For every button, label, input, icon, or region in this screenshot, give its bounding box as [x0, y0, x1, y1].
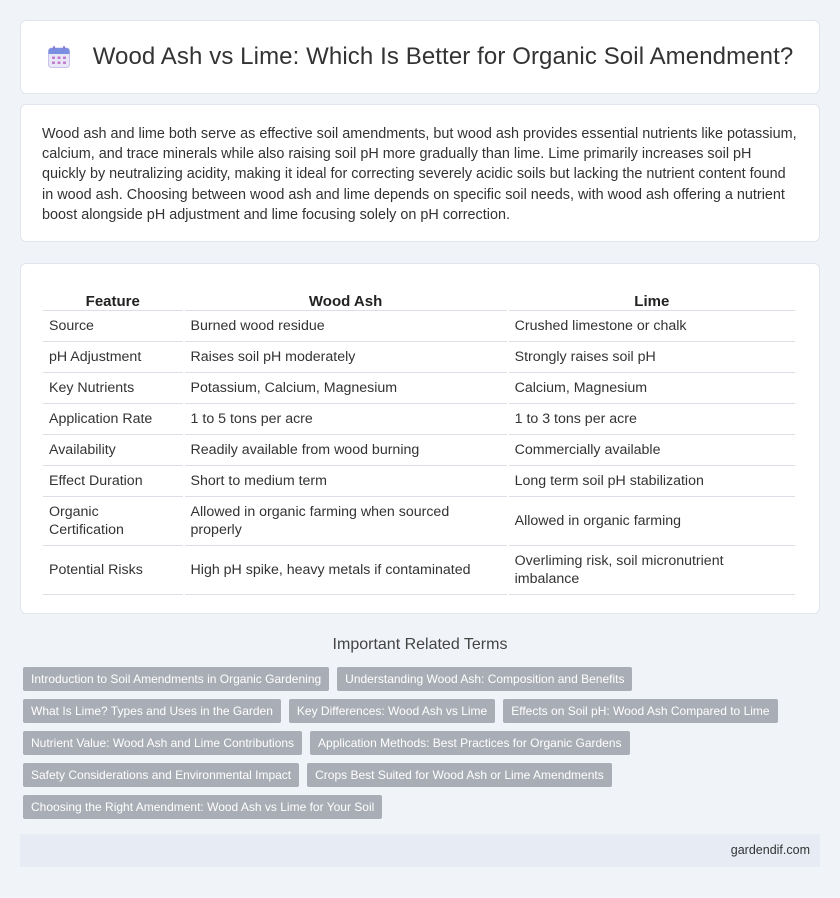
lime-cell: Overliming risk, soil micronutrient imbalance [509, 546, 795, 595]
related-term-tag[interactable]: Understanding Wood Ash: Composition and Benefits [337, 667, 632, 691]
wood-ash-cell: Allowed in organic farming when sourced properly [185, 497, 507, 546]
related-term-tag[interactable]: Nutrient Value: Wood Ash and Lime Contributions [23, 731, 302, 755]
wood-ash-cell: Potassium, Calcium, Magnesium [185, 373, 507, 404]
wood-ash-cell: Burned wood residue [185, 311, 507, 342]
table-header-row [43, 284, 795, 311]
page-title: Wood Ash vs Lime: Which Is Better for Organic Soil Amendment? [92, 43, 794, 70]
related-term-tag[interactable]: Choosing the Right Amendment: Wood Ash vs Lime for Your Soil [23, 795, 382, 819]
related-term-tag[interactable]: Effects on Soil pH: Wood Ash Compared to Lime [503, 699, 777, 723]
footer [20, 834, 820, 867]
wood-ash-cell: Readily available from wood burning [185, 435, 507, 466]
related-term-tag[interactable]: Safety Considerations and Environmental Impact [23, 763, 299, 787]
related-term-tag[interactable]: What Is Lime? Types and Uses in the Garden [23, 699, 281, 723]
header-feature: Feature [43, 284, 183, 311]
wood-ash-cell: Raises soil pH moderately [185, 342, 507, 373]
lime-cell: Allowed in organic farming [509, 497, 795, 546]
intro-paragraph: Wood ash and lime both serve as effective soil amendments, but wood ash provides essential nutrients like potassium, calcium, and trace minerals while also raising soil pH more gradually than lime. Lime primarily increases soil pH quickly by neutralizing acidity, making it ideal for correcting severely acidic soils but lacking the nutrient content found in wood ash. Choosing between wood ash and lime depends on specific soil needs, with wood ash offering a nutrient boost alongside pH adjustment and lime focusing solely on pH correction. [42, 126, 797, 223]
feature-cell: pH Adjustment [43, 342, 183, 373]
feature-cell: Effect Duration [43, 466, 183, 497]
table-row [43, 311, 795, 342]
table-row [43, 404, 795, 435]
title-card [20, 20, 820, 94]
table-row [43, 435, 795, 466]
wood-ash-cell: Short to medium term [185, 466, 507, 497]
table-row [43, 466, 795, 497]
related-terms-title: Important Related Terms [332, 636, 508, 653]
feature-cell: Application Rate [43, 404, 183, 435]
table-row [43, 342, 795, 373]
lime-cell: Commercially available [509, 435, 795, 466]
lime-cell: 1 to 3 tons per acre [509, 404, 795, 435]
related-term-tag[interactable]: Application Methods: Best Practices for Organic Gardens [310, 731, 629, 755]
lime-cell: Long term soil pH stabilization [509, 466, 795, 497]
intro-card [20, 104, 820, 242]
table-row [43, 546, 795, 595]
comparison-table-card [20, 263, 820, 614]
related-term-tag[interactable]: Crops Best Suited for Wood Ash or Lime Amendments [307, 763, 612, 787]
lime-cell: Strongly raises soil pH [509, 342, 795, 373]
table-row [43, 373, 795, 404]
feature-cell: Organic Certification [43, 497, 183, 546]
lime-cell: Calcium, Magnesium [509, 373, 795, 404]
wood-ash-cell: High pH spike, heavy metals if contaminated [185, 546, 507, 595]
related-terms-list [23, 667, 813, 827]
comparison-table [41, 284, 797, 595]
feature-cell: Key Nutrients [43, 373, 183, 404]
table-row [43, 497, 795, 546]
lime-cell: Crushed limestone or chalk [509, 311, 795, 342]
calendar-icon [47, 45, 71, 69]
feature-cell: Availability [43, 435, 183, 466]
site-name[interactable]: gardendif.com [730, 843, 810, 857]
related-term-tag[interactable]: Introduction to Soil Amendments in Organic Gardening [23, 667, 329, 691]
feature-cell: Potential Risks [43, 546, 183, 595]
related-term-tag[interactable]: Key Differences: Wood Ash vs Lime [289, 699, 495, 723]
header-wood-ash: Wood Ash [185, 284, 507, 311]
wood-ash-cell: 1 to 5 tons per acre [185, 404, 507, 435]
header-lime: Lime [509, 284, 795, 311]
feature-cell: Source [43, 311, 183, 342]
